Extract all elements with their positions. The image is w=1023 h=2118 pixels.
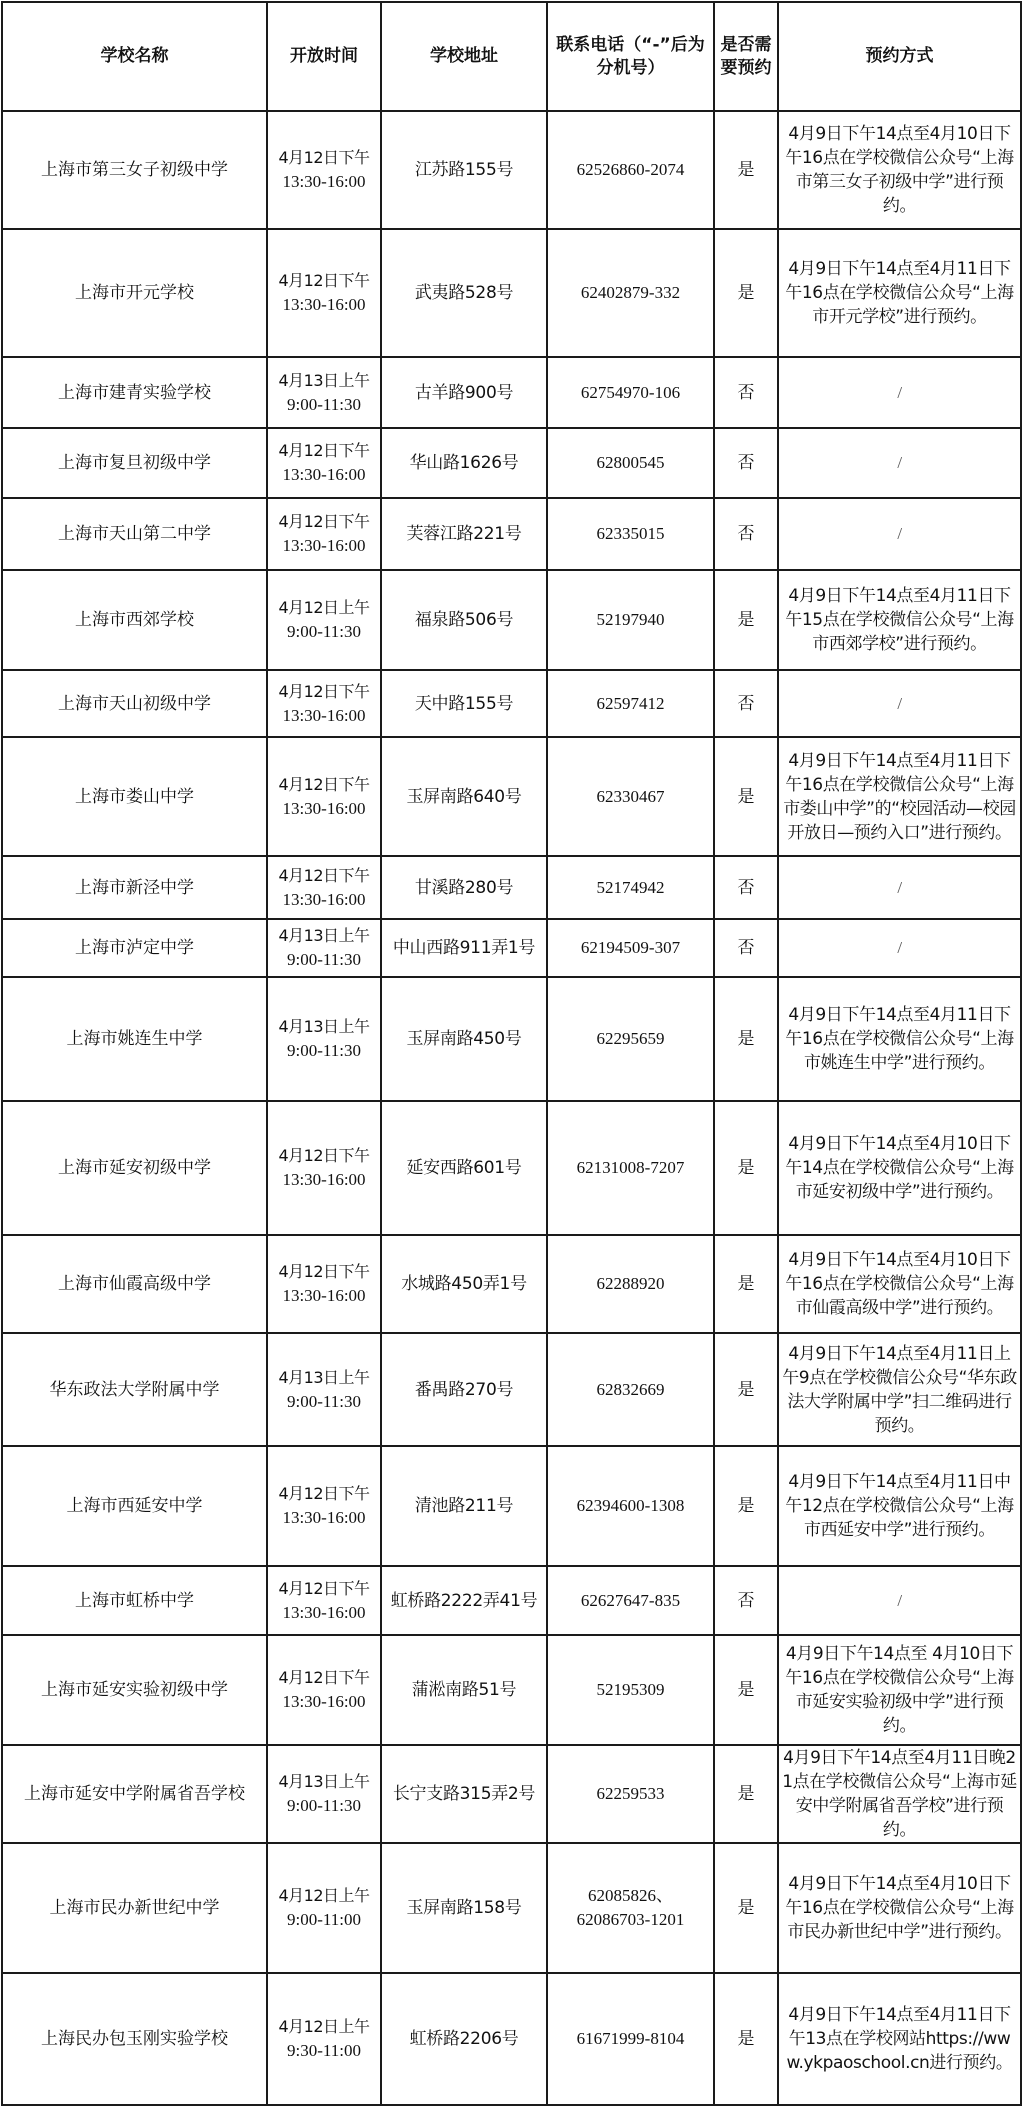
contact-phone: 52197940 <box>547 570 714 670</box>
reservation-required: 是 <box>714 1101 778 1235</box>
school-name: 上海市西郊学校 <box>2 570 267 670</box>
table-row <box>2 1235 1021 1333</box>
open-hours: 9:00-11:30 <box>287 1041 361 1060</box>
contact-phone: 62627647-835 <box>547 1566 714 1635</box>
reservation-method: 4月9日下午14点至4月11日晚21点在学校微信公众号“上海市延安中学附属省吾学校”进行预约。 <box>778 1745 1021 1843</box>
table-row <box>2 1973 1021 2105</box>
reservation-method: / <box>778 498 1021 570</box>
reservation-required: 否 <box>714 357 778 428</box>
contact-phone <box>547 1843 714 1973</box>
header-reservation-method: 预约方式 <box>778 2 1021 111</box>
header-open-time: 开放时间 <box>267 2 381 111</box>
open-date: 4月13日上午 <box>278 926 370 945</box>
school-address: 甘溪路280号 <box>381 856 547 919</box>
open-date: 4月13日上午 <box>278 1017 370 1036</box>
open-hours: 9:00-11:30 <box>287 622 361 641</box>
reservation-required: 是 <box>714 1333 778 1446</box>
table-row <box>2 229 1021 357</box>
open-time <box>267 856 381 919</box>
open-date: 4月12日下午 <box>278 271 370 290</box>
table-row <box>2 1101 1021 1235</box>
reservation-required: 是 <box>714 1843 778 1973</box>
open-time <box>267 1235 381 1333</box>
open-hours: 9:00-11:30 <box>287 394 361 414</box>
school-name: 上海市新泾中学 <box>2 856 267 919</box>
contact-phone: 62754970-106 <box>547 357 714 428</box>
school-name: 上海市开元学校 <box>2 229 267 357</box>
school-name: 上海民办包玉刚实验学校 <box>2 1973 267 2105</box>
school-address: 玉屏南路158号 <box>381 1843 547 1973</box>
contact-phone: 62335015 <box>547 498 714 570</box>
open-hours: 13:30-16:00 <box>282 705 366 725</box>
school-address: 玉屏南路640号 <box>381 737 547 856</box>
contact-phone: 52174942 <box>547 856 714 919</box>
contact-phone: 52195309 <box>547 1635 714 1745</box>
open-date: 4月12日下午 <box>278 1262 370 1281</box>
open-hours: 13:30-16:00 <box>282 465 366 484</box>
open-time <box>267 1745 381 1843</box>
open-date: 4月12日上午 <box>278 2017 370 2036</box>
school-address: 福泉路506号 <box>381 570 547 670</box>
open-time <box>267 1635 381 1745</box>
open-date: 4月13日上午 <box>278 1367 370 1387</box>
open-date: 4月12日下午 <box>278 681 370 701</box>
school-name: 上海市西延安中学 <box>2 1446 267 1566</box>
school-address: 番禺路270号 <box>381 1333 547 1446</box>
open-hours: 13:30-16:00 <box>282 1508 366 1527</box>
contact-phone: 62194509-307 <box>547 919 714 977</box>
school-address: 玉屏南路450号 <box>381 977 547 1101</box>
reservation-method: 4月9日下午14点至4月11日中午12点在学校微信公众号“上海市西延安中学”进行预约。 <box>778 1446 1021 1566</box>
reservation-required: 是 <box>714 1973 778 2105</box>
open-date: 4月12日上午 <box>278 1886 370 1905</box>
school-name: 上海市民办新世纪中学 <box>2 1843 267 1973</box>
reservation-method: 4月9日下午14点至4月10日下午16点在学校微信公众号“上海市第三女子初级中学”进行预约。 <box>778 111 1021 229</box>
reservation-method: / <box>778 1566 1021 1635</box>
contact-phone: 62288920 <box>547 1235 714 1333</box>
reservation-required: 否 <box>714 919 778 977</box>
table-row <box>2 357 1021 428</box>
school-address: 虹桥路2222弄41号 <box>381 1566 547 1635</box>
header-phone: 联系电话（“-”后为分机号） <box>547 2 714 111</box>
school-address: 长宁支路315弄2号 <box>381 1745 547 1843</box>
open-time <box>267 428 381 498</box>
school-name: 上海市姚连生中学 <box>2 977 267 1101</box>
contact-phone: 62330467 <box>547 737 714 856</box>
open-hours: 9:00-11:30 <box>287 1391 361 1411</box>
open-hours: 13:30-16:00 <box>282 1602 366 1622</box>
school-name: 上海市泸定中学 <box>2 919 267 977</box>
open-hours: 9:30-11:00 <box>287 2041 361 2060</box>
school-address: 水城路450弄1号 <box>381 1235 547 1333</box>
reservation-method: 4月9日下午14点至4月11日下午13点在学校网站https://www.ykpaoschool.cn进行预约。 <box>778 1973 1021 2105</box>
school-address: 武夷路528号 <box>381 229 547 357</box>
reservation-method: 4月9日下午14点至4月10日下午16点在学校微信公众号“上海市民办新世纪中学”进行预约。 <box>778 1843 1021 1973</box>
open-date: 4月12日下午 <box>278 1146 370 1165</box>
table-row <box>2 1566 1021 1635</box>
school-address: 中山西路911弄1号 <box>381 919 547 977</box>
table-row <box>2 670 1021 737</box>
reservation-method: / <box>778 856 1021 919</box>
contact-phone: 62800545 <box>547 428 714 498</box>
open-date: 4月12日下午 <box>278 774 370 794</box>
table-row <box>2 1843 1021 1973</box>
contact-phone: 62832669 <box>547 1333 714 1446</box>
contact-phone: 62526860-2074 <box>547 111 714 229</box>
table-row <box>2 1333 1021 1446</box>
reservation-required: 是 <box>714 977 778 1101</box>
contact-phone: 62259533 <box>547 1745 714 1843</box>
open-time <box>267 1843 381 1973</box>
open-date: 4月12日下午 <box>278 441 370 460</box>
school-name: 上海市天山初级中学 <box>2 670 267 737</box>
open-date: 4月12日上午 <box>278 598 370 617</box>
school-address: 江苏路155号 <box>381 111 547 229</box>
school-address: 清池路211号 <box>381 1446 547 1566</box>
contact-phone: 62402879-332 <box>547 229 714 357</box>
open-hours: 13:30-16:00 <box>282 172 366 191</box>
contact-phone-2: 62086703-1201 <box>576 1910 685 1929</box>
reservation-required: 是 <box>714 1446 778 1566</box>
contact-phone: 62597412 <box>547 670 714 737</box>
school-name: 华东政法大学附属中学 <box>2 1333 267 1446</box>
open-date: 4月12日下午 <box>278 865 370 885</box>
open-time <box>267 919 381 977</box>
reservation-required: 是 <box>714 1745 778 1843</box>
school-name: 上海市天山第二中学 <box>2 498 267 570</box>
school-name: 上海市延安中学附属省吾学校 <box>2 1745 267 1843</box>
school-name: 上海市复旦初级中学 <box>2 428 267 498</box>
contact-phone: 62295659 <box>547 977 714 1101</box>
contact-phone-1: 62085826、 <box>588 1886 673 1905</box>
open-hours: 13:30-16:00 <box>282 889 366 909</box>
header-reservation-required: 是否需要预约 <box>714 2 778 111</box>
reservation-required: 否 <box>714 498 778 570</box>
open-time <box>267 737 381 856</box>
reservation-method: / <box>778 670 1021 737</box>
school-name: 上海市娄山中学 <box>2 737 267 856</box>
school-address: 华山路1626号 <box>381 428 547 498</box>
school-name: 上海市建青实验学校 <box>2 357 267 428</box>
open-time <box>267 229 381 357</box>
table-row <box>2 977 1021 1101</box>
table-row <box>2 856 1021 919</box>
open-hours: 13:30-16:00 <box>282 536 366 555</box>
school-address: 芙蓉江路221号 <box>381 498 547 570</box>
open-time <box>267 977 381 1101</box>
school-name: 上海市延安实验初级中学 <box>2 1635 267 1745</box>
reservation-required: 是 <box>714 1235 778 1333</box>
open-time <box>267 357 381 428</box>
reservation-method: 4月9日下午14点至4月11日下午16点在学校微信公众号“上海市姚连生中学”进行预约。 <box>778 977 1021 1101</box>
open-time <box>267 1973 381 2105</box>
reservation-method: 4月9日下午14点至4月11日下午16点在学校微信公众号“上海市娄山中学”的“校园活动—校园开放日—预约入口”进行预约。 <box>778 737 1021 856</box>
open-hours: 13:30-16:00 <box>282 295 366 314</box>
open-date: 4月12日下午 <box>278 148 370 167</box>
open-date: 4月13日上午 <box>278 370 370 390</box>
open-date: 4月12日下午 <box>278 1484 370 1503</box>
open-hours: 13:30-16:00 <box>282 1692 366 1711</box>
contact-phone: 62131008-7207 <box>547 1101 714 1235</box>
school-name: 上海市仙霞高级中学 <box>2 1235 267 1333</box>
open-date: 4月12日下午 <box>278 1668 370 1687</box>
open-time <box>267 1566 381 1635</box>
header-school-name: 学校名称 <box>2 2 267 111</box>
table-row <box>2 570 1021 670</box>
open-time <box>267 498 381 570</box>
reservation-required: 是 <box>714 111 778 229</box>
school-name: 上海市延安初级中学 <box>2 1101 267 1235</box>
open-hours: 13:30-16:00 <box>282 798 366 818</box>
header-row <box>2 2 1021 111</box>
reservation-method: / <box>778 428 1021 498</box>
reservation-required: 否 <box>714 428 778 498</box>
open-time <box>267 111 381 229</box>
open-time <box>267 1101 381 1235</box>
open-time <box>267 670 381 737</box>
table-row <box>2 1635 1021 1745</box>
open-time <box>267 1446 381 1566</box>
school-address: 虹桥路2206号 <box>381 1973 547 2105</box>
table-row <box>2 919 1021 977</box>
reservation-method: 4月9日下午14点至4月10日下午14点在学校微信公众号“上海市延安初级中学”进行预约。 <box>778 1101 1021 1235</box>
reservation-required: 否 <box>714 856 778 919</box>
school-address: 天中路155号 <box>381 670 547 737</box>
reservation-method: / <box>778 919 1021 977</box>
table-row <box>2 111 1021 229</box>
contact-phone: 61671999-8104 <box>547 1973 714 2105</box>
open-time <box>267 570 381 670</box>
table-row <box>2 1745 1021 1843</box>
table-row <box>2 1446 1021 1566</box>
reservation-method: / <box>778 357 1021 428</box>
school-name: 上海市第三女子初级中学 <box>2 111 267 229</box>
school-name: 上海市虹桥中学 <box>2 1566 267 1635</box>
school-address: 古羊路900号 <box>381 357 547 428</box>
open-date: 4月12日下午 <box>278 512 370 531</box>
table-row <box>2 428 1021 498</box>
reservation-method: 4月9日下午14点至4月10日下午16点在学校微信公众号“上海市仙霞高级中学”进行预约。 <box>778 1235 1021 1333</box>
school-open-day-table <box>1 1 1022 2106</box>
reservation-required: 否 <box>714 670 778 737</box>
open-time <box>267 1333 381 1446</box>
header-address: 学校地址 <box>381 2 547 111</box>
school-address: 延安西路601号 <box>381 1101 547 1235</box>
contact-phone: 62394600-1308 <box>547 1446 714 1566</box>
reservation-required: 否 <box>714 1566 778 1635</box>
reservation-method: 4月9日下午14点至4月11日上午9点在学校微信公众号“华东政法大学附属中学”扫二维码进行预约。 <box>778 1333 1021 1446</box>
open-date: 4月13日上午 <box>278 1772 370 1791</box>
reservation-required: 是 <box>714 229 778 357</box>
open-hours: 9:00-11:30 <box>287 950 361 969</box>
reservation-required: 是 <box>714 570 778 670</box>
open-hours: 9:00-11:30 <box>287 1796 361 1815</box>
reservation-method: 4月9日下午14点至4月11日下午16点在学校微信公众号“上海市开元学校”进行预约。 <box>778 229 1021 357</box>
school-address: 蒲淞南路51号 <box>381 1635 547 1745</box>
open-hours: 13:30-16:00 <box>282 1170 366 1189</box>
table-row <box>2 498 1021 570</box>
open-hours: 13:30-16:00 <box>282 1286 366 1305</box>
reservation-method: 4月9日下午14点至4月11日下午15点在学校微信公众号“上海市西郊学校”进行预约。 <box>778 570 1021 670</box>
reservation-method: 4月9日下午14点至 4月10日下午16点在学校微信公众号“上海市延安实验初级中学”进行预约。 <box>778 1635 1021 1745</box>
open-date: 4月12日下午 <box>278 1578 370 1598</box>
table-row <box>2 737 1021 856</box>
open-hours: 9:00-11:00 <box>287 1910 361 1929</box>
reservation-required: 是 <box>714 737 778 856</box>
reservation-required: 是 <box>714 1635 778 1745</box>
